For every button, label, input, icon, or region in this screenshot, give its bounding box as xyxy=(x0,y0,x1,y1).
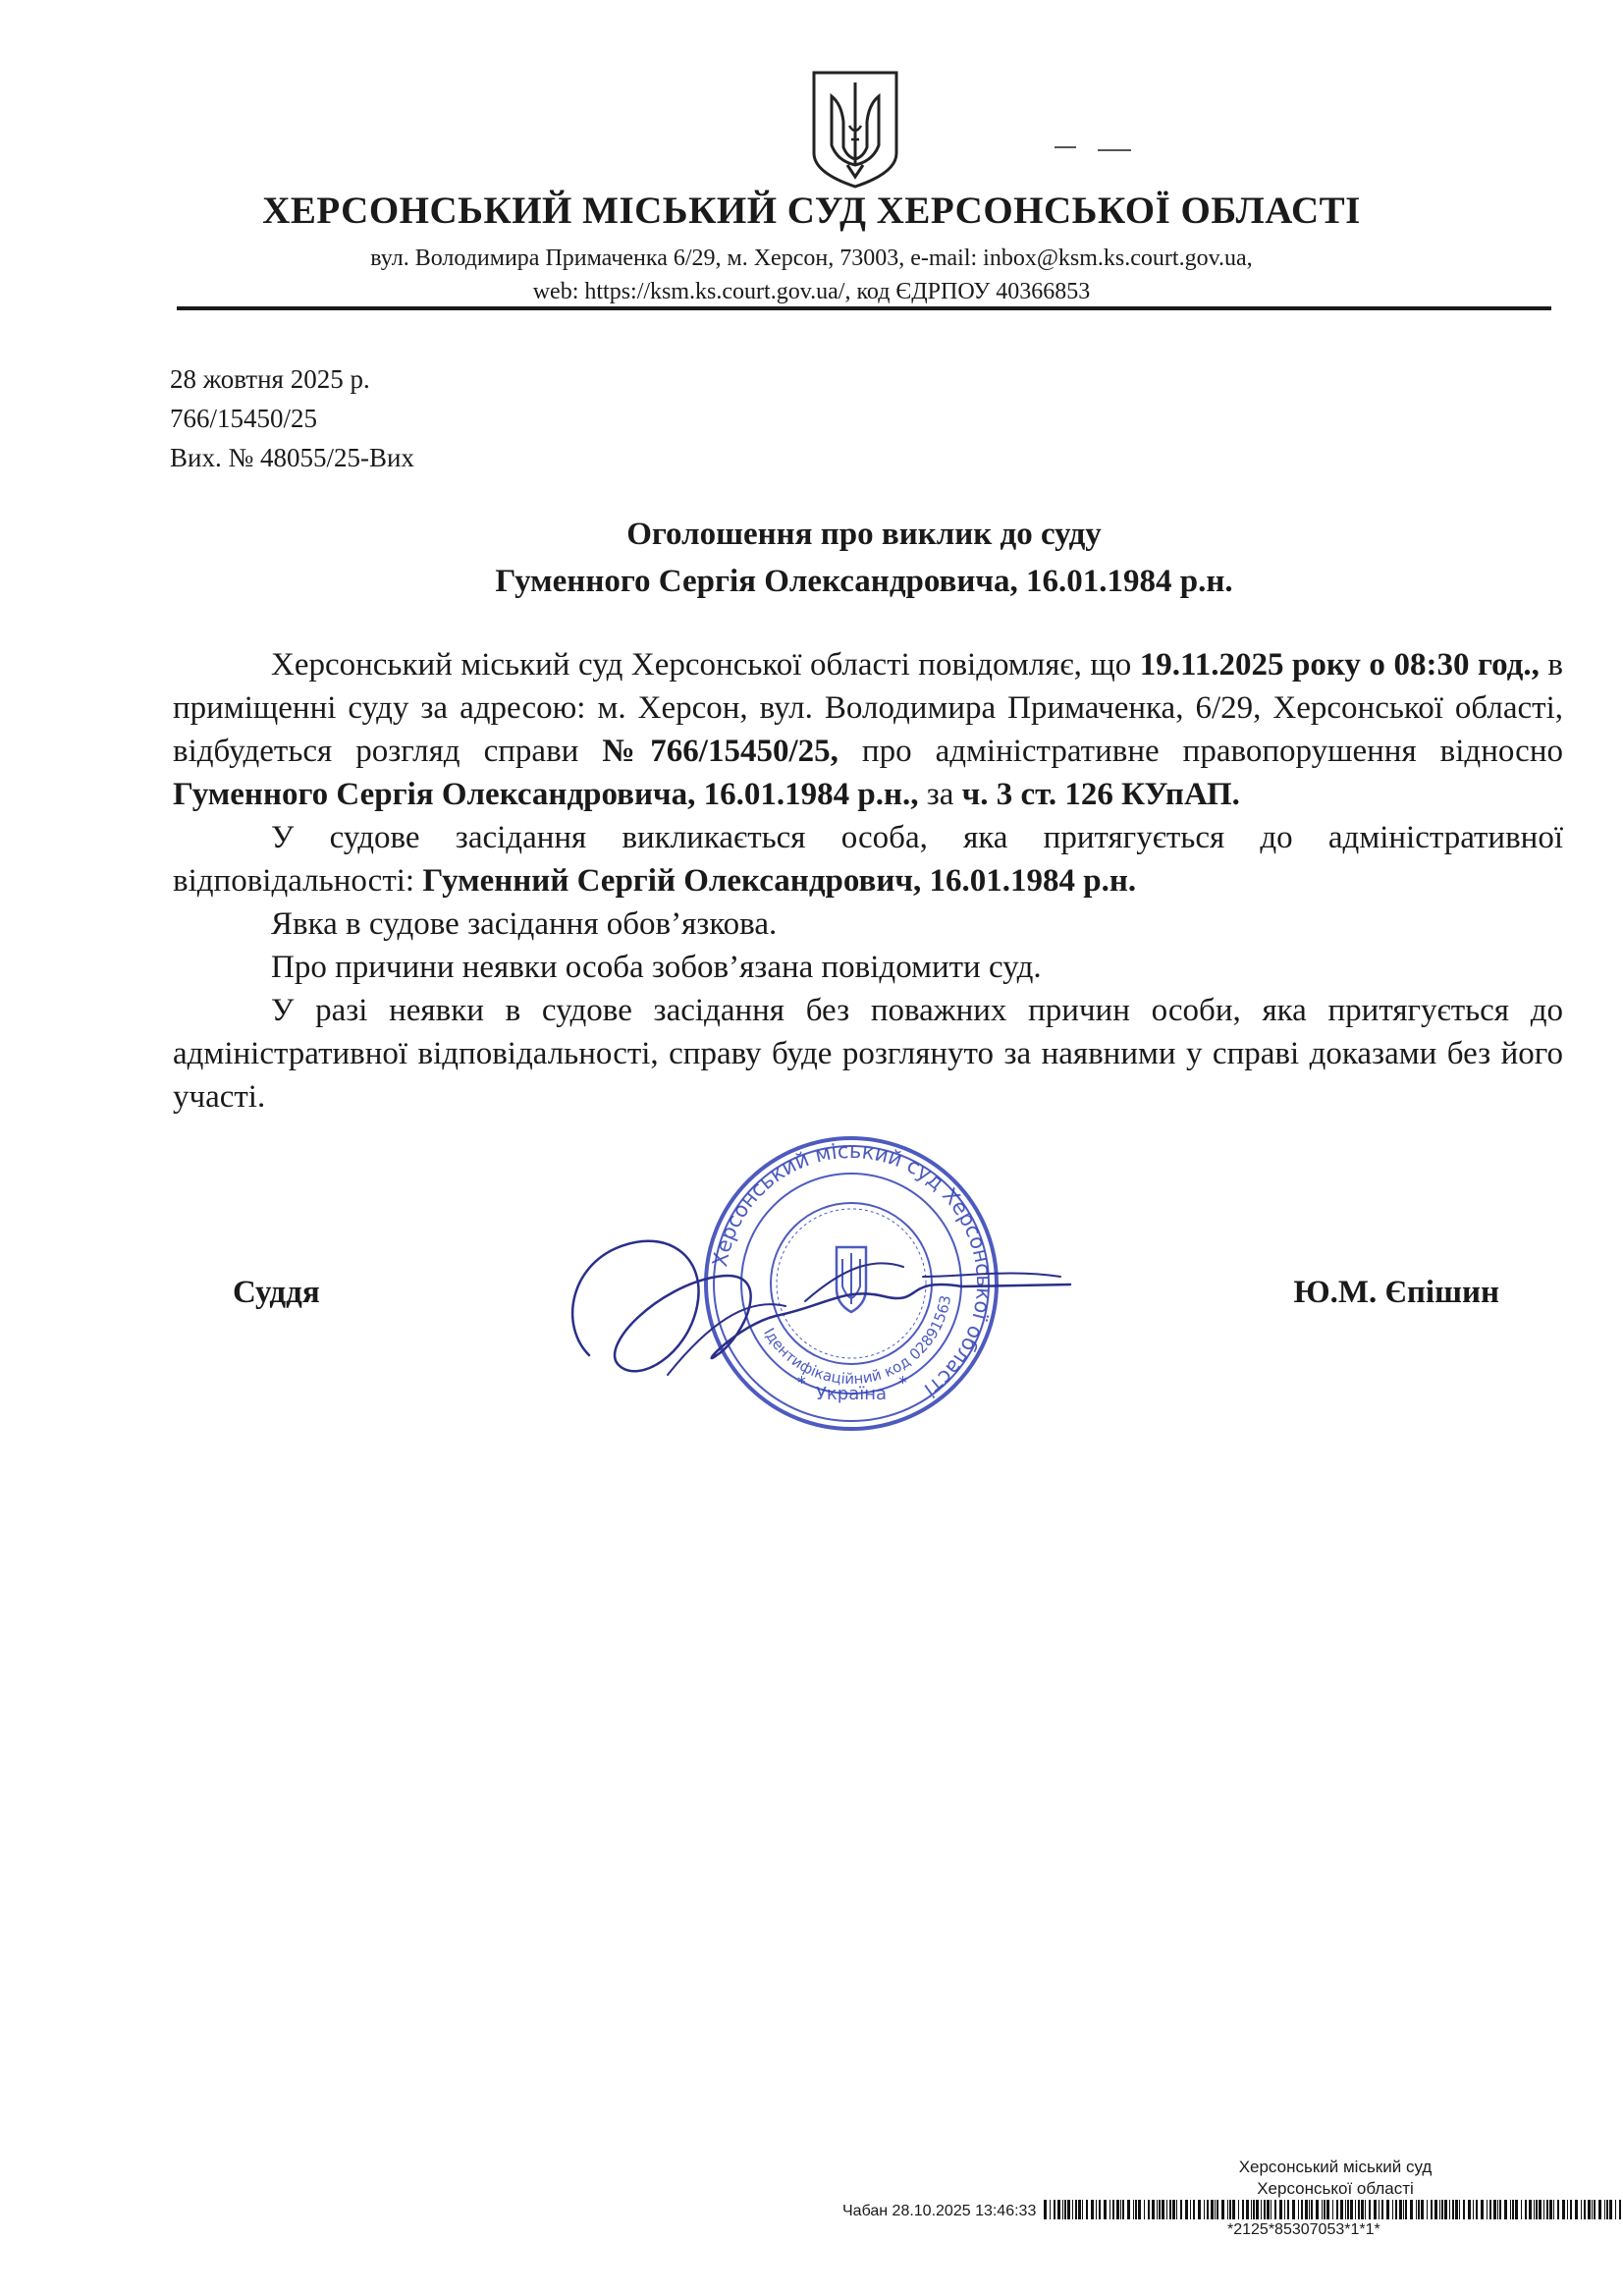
header-divider xyxy=(177,306,1551,310)
barcode-icon xyxy=(1044,2200,1623,2219)
notice-body xyxy=(173,643,1563,1119)
registry-stamp-line: Херсонської області xyxy=(1257,2179,1414,2198)
paragraph-hearing: Херсонський міський суд Херсонської області повідомляє, що 19.11.2025 року о 08:30 год., в приміщенні суду за адресою: м. Херсон, вул. Володимира Примаченка, 6/29, Херсонської області, відбудеться розгляд справи №766/15450/25, про адміністративне правопорушення відносно Гуменного Сергія Олександровича, 16.01.1984 р.н., за ч. 3 ст. 126 КУпАП. xyxy=(173,647,1563,812)
signature-role: Суддя xyxy=(233,1275,320,1310)
seal-text: Ідентифікаційний код 02891563 xyxy=(760,1293,955,1389)
court-title: ХЕРСОНСЬКИЙ МІСЬКИЙ СУД ХЕРСОНСЬКОЇ ОБЛАСТІ xyxy=(262,190,1361,232)
svg-text:*: * xyxy=(797,1373,806,1394)
coat-of-arms-icon xyxy=(808,67,902,191)
document-meta xyxy=(170,359,414,477)
notice-title xyxy=(177,511,1551,605)
notice-title-line: Гуменного Сергія Олександровича, 16.01.1984 р.н. xyxy=(495,564,1233,599)
scan-mark xyxy=(1098,149,1131,151)
address-line: web: https://ksm.ks.court.gov.ua/, код ЄДРПОУ 40366853 xyxy=(532,279,1091,304)
outgoing-number: Вих. № 48055/25-Вих xyxy=(170,443,414,472)
seal-country: Україна xyxy=(815,1384,888,1404)
court-address xyxy=(177,242,1446,308)
case-number: 766/15450/25 xyxy=(170,404,318,433)
signature-name: Ю.М. Єпішин xyxy=(1293,1275,1499,1310)
svg-text:*: * xyxy=(898,1373,907,1394)
paragraph-notify: Про причини неявки особа зобов’язана повідомити суд. xyxy=(271,950,1042,985)
registry-stamp xyxy=(1188,2157,1483,2200)
paragraph-mandatory: Явка в судове засідання обов’язкова. xyxy=(271,906,778,942)
document-date: 28 жовтня 2025 р. xyxy=(170,364,370,394)
registry-stamp-line: Херсонський міський суд xyxy=(1238,2158,1433,2176)
seal-text: Херсонський міський суд Херсонської області xyxy=(708,1138,997,1402)
address-line: вул. Володимира Примаченка 6/29, м. Херсон, 73003, e-mail: inbox@ksm.ks.court.gov.ua, xyxy=(370,246,1253,271)
barcode-code: *2125*85307053*1*1* xyxy=(1227,2221,1380,2238)
scan-mark xyxy=(1055,146,1076,148)
signature-row xyxy=(233,1275,1499,1324)
clerk-timestamp: Чабан 28.10.2025 13:46:33 xyxy=(842,2203,1037,2219)
paragraph-summoned-person: У судове засідання викликається особа, яка притягується до адміністративної відповідальності: Гуменний Сергій Олександрович, 16.01.1984 р.н. xyxy=(173,820,1563,899)
paragraph-absence: У разі неявки в судове засідання без поважних причин особи, яка притягується до адміністративної відповідальності, справу буде розглянуто за наявними у справі доказами без його участі. xyxy=(173,993,1563,1115)
registry-barcode-row xyxy=(842,2200,1623,2223)
notice-title-line: Оголошення про виклик до суду xyxy=(626,517,1102,552)
